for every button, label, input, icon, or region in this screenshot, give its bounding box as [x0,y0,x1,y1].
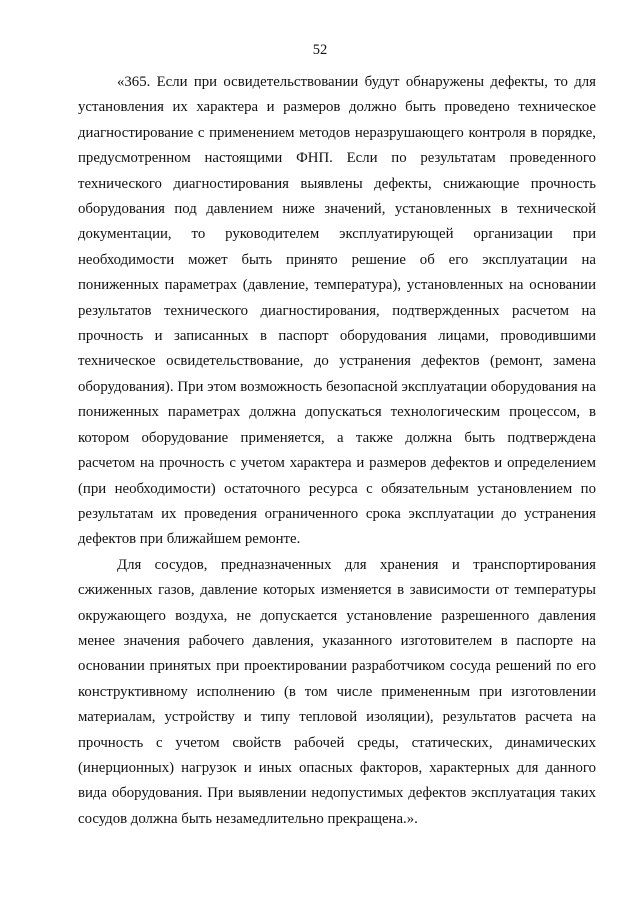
paragraph-item-365: «365. Если при освидетельствовании будут обнаружены дефекты, то для установления их характера и размеров должно быть проведено техническое диагностирование с применением методов неразрушающего контроля в порядке, предусмотренном настоящими ФНП. Если по результатам проведенного технического диагностирования выявлены дефекты, снижающие прочность оборудования под давлением ниже значений, установленных в технической документации, то руководителем эксплуатирующей организации при необходимости может быть принято решение об его эксплуатации на пониженных параметрах (давление, температура), установленных на основании результатов технического диагностирования, подтвержденных расчетом на прочность и записанных в паспорт оборудования лицами, проводившими техническое освидетельствование, до устранения дефектов (ремонт, замена оборудования). При этом возможность безопасной эксплуатации оборудования на пониженных параметрах должна допускаться технологическим процессом, в котором оборудование применяется, а также должна быть подтверждена расчетом на прочность с учетом характера и размеров дефектов и определением (при необходимости) остаточного ресурса с обязательным установлением по результатам их проведения ограниченного срока эксплуатации до устранения дефектов при ближайшем ремонте. [78,74,596,548]
page-number: 52 [312,42,328,58]
paragraph-liquefied-gas-vessels: Для сосудов, предназначенных для хранения и транспортирования сжиженных газов, давление которых изменяется в зависимости от температуры окружающего воздуха, не допускается установление разрешенного давления менее значения рабочего давления, указанного изготовителем в паспорте на основании принятых при проектировании разработчиком сосуда решений по его конструктивному исполнению (в том числе примененным при изготовлении материалам, устройству и типу тепловой изоляции), результатов расчета на прочность с учетом свойств рабочей среды, статических, динамических (инерционных) нагрузок и иных опасных факторов, характерных для данного вида оборудования. При выявлении недопустимых дефектов эксплуатация таких сосудов должна быть незамедлительно прекращена.». [78,556,596,827]
document-body [78,70,596,832]
